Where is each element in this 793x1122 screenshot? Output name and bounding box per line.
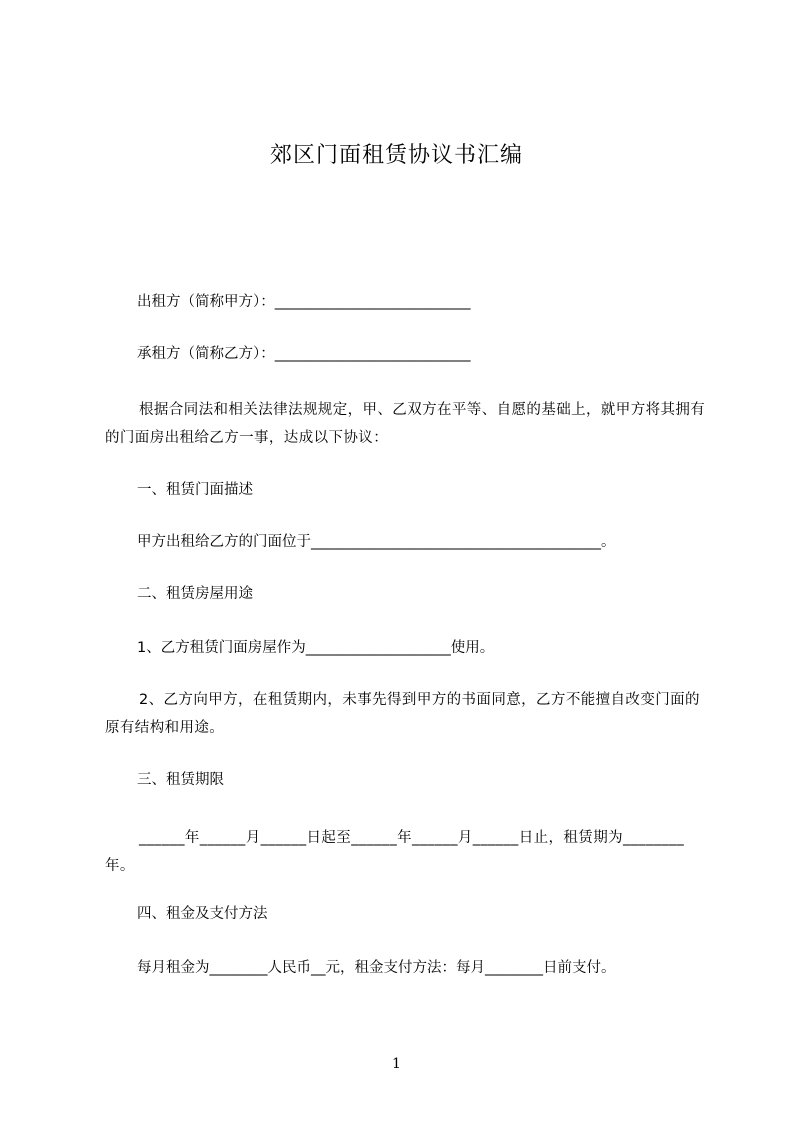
section3-text: ______年______月______日起至______年______月______日止，租赁期为________年。 <box>105 830 685 874</box>
section2-heading: 二、租赁房屋用途 <box>137 586 253 602</box>
section2-item2: 2、乙方向甲方，在租赁期内，未事先得到甲方的书面同意，乙方不能擅自改变门面的原有结构和用途。 <box>105 692 700 736</box>
document-title: 郊区门面租赁协议书汇编 <box>269 143 523 168</box>
section4-text: 每月租金为________人民币__元，租金支付方法：每月________日前支付。 <box>137 960 616 976</box>
section1-heading: 一、租赁门面描述 <box>137 482 253 498</box>
section3-heading: 三、租赁期限 <box>137 772 224 788</box>
preamble-paragraph: 根据合同法和相关法律法规规定，甲、乙双方在平等、自愿的基础上，就甲方将其拥有的门面房出租给乙方一事，达成以下协议： <box>105 402 706 446</box>
section4-heading: 四、租金及支付方法 <box>137 906 268 922</box>
section2-item1: 1、乙方租赁门面房屋作为____________________使用。 <box>137 640 495 656</box>
lessee-line: 承租方（简称乙方）：___________________________ <box>137 346 471 362</box>
page-number: 1 <box>392 1056 401 1072</box>
section1-text: 甲方出租给乙方的门面位于________________________________________。 <box>137 534 616 550</box>
lessor-line: 出租方（简称甲方）：___________________________ <box>137 294 471 310</box>
